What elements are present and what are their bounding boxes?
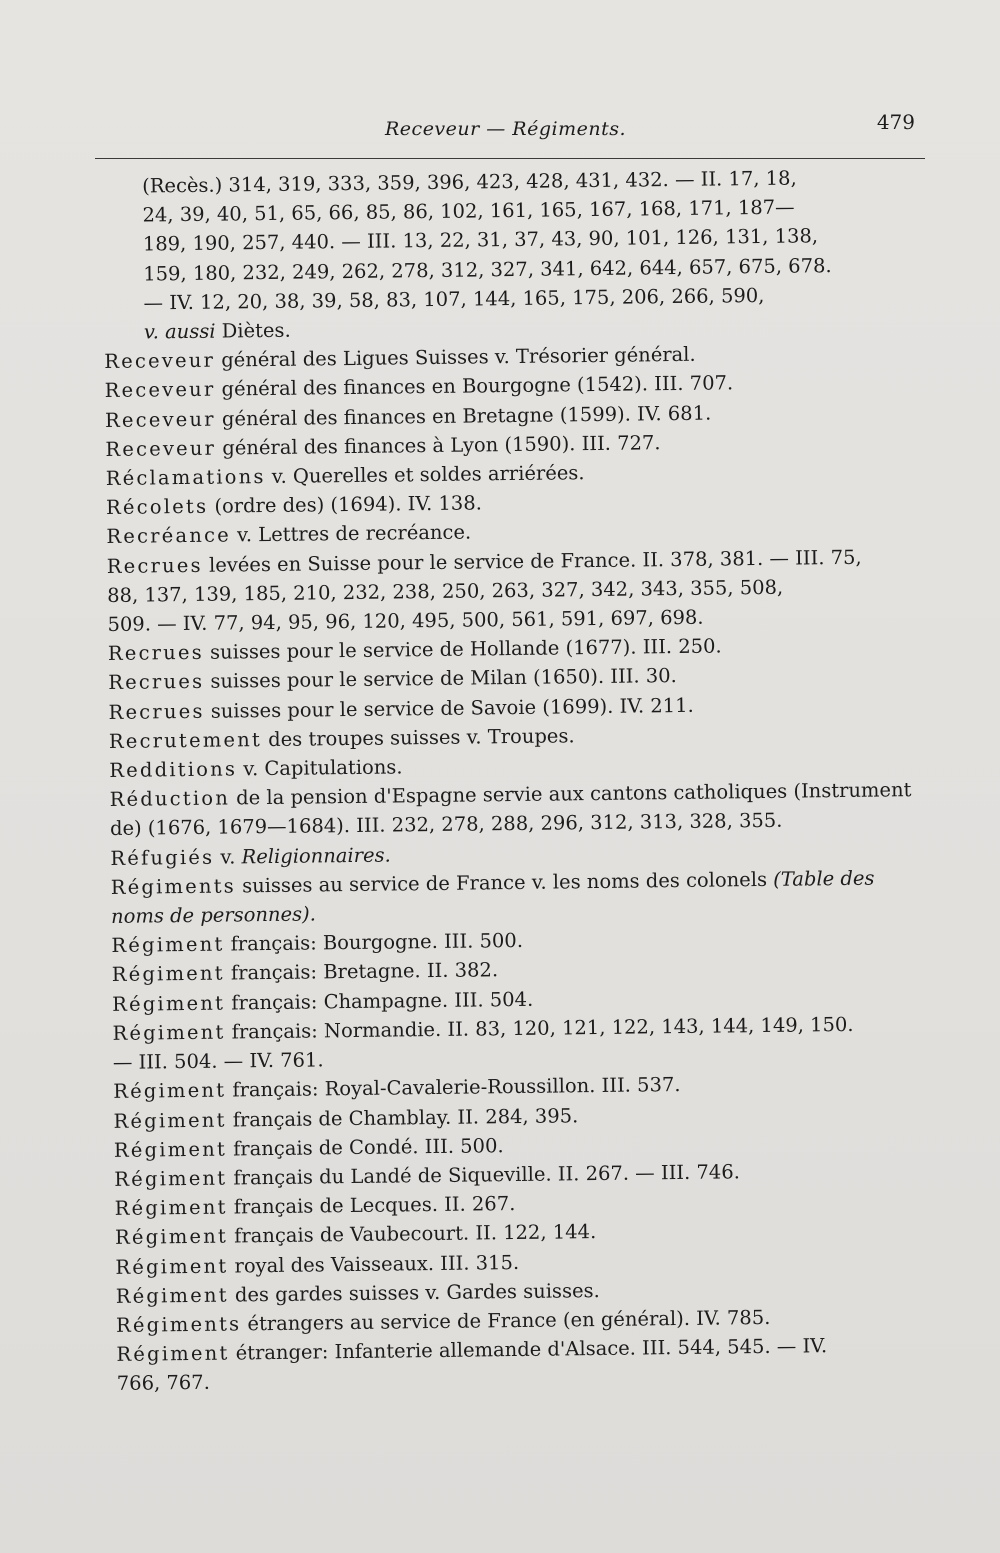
- entry-headword: Régiment: [113, 1108, 227, 1133]
- italic-crossref: (Table des: [773, 866, 875, 891]
- entry-text: français: Champagne. III. 504.: [231, 987, 534, 1015]
- entry-text: français de Lecques. II. 267.: [233, 1192, 516, 1219]
- entry-headword: Réfugiés: [110, 845, 215, 870]
- entry-headword: Réduction: [109, 786, 231, 812]
- entry-line: 88, 137, 139, 185, 210, 232, 238, 250, 263, 327, 342, 343, 355, 508,: [107, 575, 784, 607]
- entry-text: v.: [220, 845, 242, 869]
- entry-headword: Recrues: [108, 670, 205, 695]
- entry-text: français de Chamblay. II. 284, 395.: [232, 1103, 579, 1131]
- entry-text: étranger: Infanterie allemande d'Alsace. III. 544, 545. — IV.: [235, 1334, 828, 1365]
- entry-headword: Régiment: [114, 1195, 228, 1221]
- entry-headword: Recrues: [106, 553, 203, 578]
- entry-text: général des finances à Lyon (1590). III. 727.: [222, 431, 661, 460]
- entry-text: levées en Suisse pour le service de France. II. 378, 381. — III. 75,: [208, 545, 862, 577]
- entry-text: des troupes suisses v. Troupes.: [268, 724, 575, 751]
- entry-line: — IV. 12, 20, 38, 39, 58, 83, 107, 144, 165, 175, 206, 266, 590,: [143, 283, 765, 315]
- entry-headword: Régiment: [111, 932, 225, 958]
- entry-headword: Régiment: [114, 1166, 228, 1191]
- entry-headword: Régiments: [110, 874, 237, 899]
- entry-line: (Recès.) 314, 319, 333, 359, 396, 423, 428, 431, 432. — II. 17, 18,: [142, 166, 797, 198]
- index-entries: [104, 337, 947, 1398]
- entry-headword: Régiment: [114, 1224, 229, 1250]
- entry-headword: Régiment: [115, 1254, 229, 1279]
- entry-text: royal des Vaisseaux. III. 315.: [234, 1250, 520, 1277]
- entry-text: (ordre des) (1694). IV. 138.: [214, 491, 483, 518]
- entry-headword: Recrues: [108, 699, 205, 724]
- entry-headword: Régiment: [111, 962, 225, 987]
- entry-text: suisses au service de France v. les noms des colonels: [241, 867, 774, 898]
- entry-headword: Régiments: [115, 1312, 242, 1337]
- italic-crossref: v. aussi: [143, 319, 216, 344]
- index-entry-continuation: [102, 162, 934, 347]
- index-entry: [116, 1330, 947, 1399]
- entry-text: français: Bourgogne. III. 500.: [230, 929, 524, 956]
- page-header: [95, 110, 925, 159]
- entry-text: général des Ligues Suisses v. Trésorier général.: [221, 342, 696, 372]
- entry-text: français: Royal-Cavalerie-Roussillon. III. 537.: [232, 1073, 681, 1102]
- index-body: [102, 162, 947, 1399]
- entry-text: des gardes suisses v. Gardes suisses.: [234, 1278, 600, 1307]
- entry-text: v. Capitulations.: [243, 755, 403, 781]
- entry-text: français de Vaubecourt. II. 122, 144.: [234, 1220, 597, 1248]
- index-entry: [111, 863, 942, 932]
- entry-headword: Réclamations: [105, 465, 266, 491]
- entry-headword: Receveur: [104, 348, 216, 374]
- entry-line: de) (1676, 1679—1684). III. 232, 278, 288, 296, 312, 313, 328, 355.: [109, 809, 783, 841]
- entry-line: — III. 504. — IV. 761.: [112, 1048, 324, 1075]
- italic-crossref: Religionnaires.: [241, 843, 391, 869]
- entry-headword: Régiment: [112, 991, 226, 1016]
- entry-text: de la pension d'Espagne servie aux cantons catholiques (Instrument: [236, 778, 912, 810]
- entry-text: français: Bretagne. II. 382.: [230, 958, 499, 985]
- entry-headword: Redditions: [109, 757, 238, 783]
- page-number: 479: [876, 110, 915, 134]
- entry-text: suisses pour le service de Savoie (1699). IV. 211.: [210, 693, 694, 723]
- entry-text: Diètes.: [215, 318, 291, 343]
- entry-text: suisses pour le service de Milan (1650). III. 30.: [210, 664, 677, 694]
- entry-headword: Régiment: [113, 1137, 228, 1162]
- entry-line: 24, 39, 40, 51, 65, 66, 85, 86, 102, 161, 165, 167, 168, 171, 187—: [142, 195, 795, 227]
- entry-headword: Récolets: [105, 494, 209, 520]
- index-entry: [109, 775, 940, 844]
- index-entry: [112, 1009, 943, 1078]
- entry-headword: Régiment: [112, 1020, 226, 1045]
- index-entry: [107, 541, 938, 639]
- entry-text: étrangers au service de France (en général). IV. 785.: [247, 1305, 771, 1336]
- entry-text: suisses pour le service de Hollande (1677). III. 250.: [209, 634, 722, 664]
- entry-headword: Régiment: [113, 1078, 227, 1104]
- entry-text: général des finances en Bourgogne (1542). III. 707.: [221, 371, 734, 401]
- entry-line: 159, 180, 232, 249, 262, 278, 312, 327, 341, 642, 644, 657, 675, 678.: [143, 253, 832, 286]
- entry-headword: Régiment: [115, 1283, 229, 1308]
- entry-headword: Receveur: [104, 407, 216, 432]
- entry-headword: Receveur: [105, 436, 217, 461]
- entry-line: 189, 190, 257, 440. — III. 13, 22, 31, 37, 43, 90, 101, 126, 131, 138,: [142, 224, 819, 256]
- entry-text: v. Lettres de recréance.: [236, 520, 472, 547]
- entry-text: français de Condé. III. 500.: [232, 1133, 504, 1161]
- entry-text: français du Landé de Siqueville. II. 267. — III. 746.: [233, 1160, 740, 1190]
- entry-text: général des finances en Bretagne (1599). IV. 681.: [221, 401, 712, 431]
- entry-headword: Receveur: [104, 378, 216, 403]
- entry-headword: Régiment: [116, 1341, 230, 1367]
- entry-text: v. Querelles et soldes arriérées.: [271, 461, 585, 488]
- entry-text: français: Normandie. II. 83, 120, 121, 122, 143, 144, 149, 150.: [231, 1012, 854, 1044]
- entry-line: 766, 767.: [116, 1371, 210, 1396]
- running-head: Receveur — Régiments.: [385, 118, 627, 140]
- entry-headword: Recrues: [107, 641, 205, 666]
- entry-line: 509. — IV. 77, 94, 95, 96, 120, 495, 500, 561, 591, 697, 698.: [107, 605, 704, 637]
- italic-crossref: noms de personnes).: [110, 902, 317, 929]
- entry-headword: Recrutement: [108, 727, 263, 753]
- entry-headword: Recréance: [106, 523, 232, 549]
